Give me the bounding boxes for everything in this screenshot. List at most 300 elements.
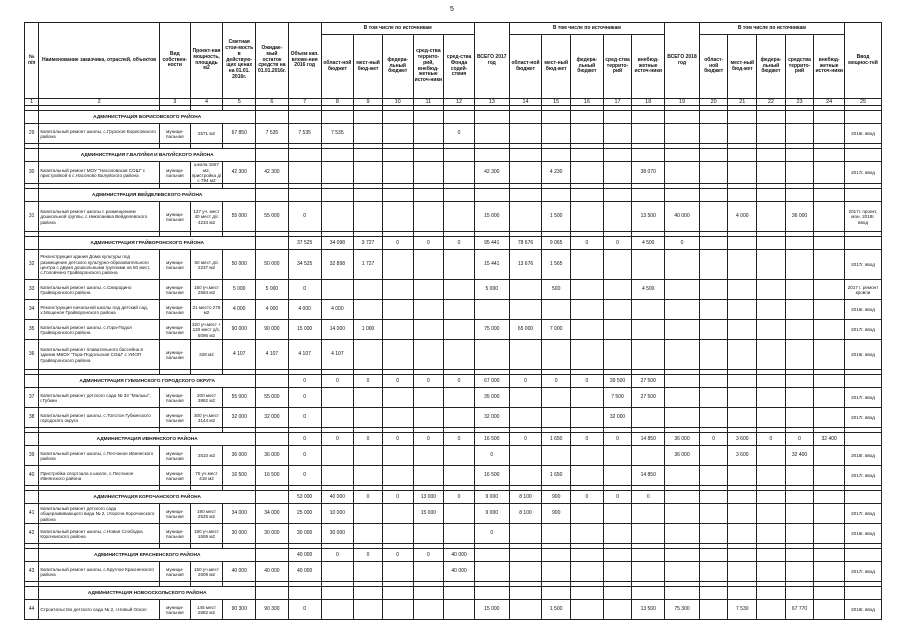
value-cell (665, 524, 700, 544)
value-cell (785, 524, 814, 544)
value-cell: 5 000 (474, 280, 509, 300)
column-index-cell: 1 (25, 99, 39, 106)
object-name: Капитальный ремонт школы, с.Гора-Подол Грайворонского района (39, 320, 160, 340)
value-cell: 36 000 (785, 202, 814, 232)
value-cell: 0 (288, 600, 321, 620)
table-row (25, 280, 882, 300)
section-total-cell (785, 237, 814, 250)
value-cell (509, 446, 542, 466)
value-cell (354, 202, 383, 232)
column-index-cell: 16 (571, 99, 604, 106)
value-cell (728, 466, 757, 486)
table-row (25, 524, 882, 544)
section-number-cell (25, 189, 39, 202)
commissioning-cell: 2018г. ввод (845, 600, 882, 620)
section-total-cell (814, 189, 845, 202)
value-cell (382, 504, 413, 524)
row-number: 32 (25, 250, 39, 280)
value-cell (603, 280, 632, 300)
value-cell (382, 466, 413, 486)
section-total-cell (632, 111, 665, 124)
section-row (25, 111, 882, 124)
value-cell (571, 280, 604, 300)
value-cell (699, 524, 728, 544)
value-cell (542, 446, 571, 466)
section-total-cell (699, 491, 728, 504)
section-total-cell (665, 375, 700, 388)
value-cell (354, 388, 383, 408)
commissioning-cell: 2017 г. ремонт кровли (845, 280, 882, 300)
value-cell: 8 100 (509, 504, 542, 524)
capacity-cell: 145 мест 2682 м2 (190, 600, 223, 620)
section-total-cell (256, 491, 289, 504)
section-row (25, 587, 882, 600)
column-index-cell: 12 (444, 99, 475, 106)
section-total-cell (509, 189, 542, 202)
value-cell (571, 408, 604, 428)
value-cell (444, 524, 475, 544)
value-cell: 40 000 (223, 562, 256, 582)
row-number: 41 (25, 504, 39, 524)
table-header (25, 23, 882, 106)
section-total-cell (354, 587, 383, 600)
section-total-cell: 0 (444, 237, 475, 250)
section-title: АДМИНИСТРАЦИЯ КОРОЧАНСКОГО РАЙОНА (39, 491, 256, 504)
value-cell: 4 107 (223, 340, 256, 370)
value-cell: 14 000 (321, 320, 354, 340)
value-cell: 30 000 (321, 524, 354, 544)
section-total-cell (444, 149, 475, 162)
value-cell: 7 535 (256, 124, 289, 144)
value-cell (603, 320, 632, 340)
section-total-cell (757, 375, 786, 388)
value-cell (444, 408, 475, 428)
column-index-cell: 25 (845, 99, 882, 106)
value-cell: 4 500 (632, 280, 665, 300)
value-cell (413, 340, 444, 370)
value-cell (413, 388, 444, 408)
section-total-cell: 4 500 (632, 237, 665, 250)
column-index-cell: 5 (223, 99, 256, 106)
value-cell: 5 000 (256, 280, 289, 300)
section-total-cell (542, 149, 571, 162)
value-cell: 4 230 (542, 162, 571, 184)
value-cell (603, 600, 632, 620)
object-name: Капитальный ремонт школы, с.Грузское Борисовского района (39, 124, 160, 144)
column-index-cell: 10 (382, 99, 413, 106)
value-cell (382, 280, 413, 300)
value-cell: 0 (288, 388, 321, 408)
value-cell (413, 280, 444, 300)
value-cell: 14 850 (632, 466, 665, 486)
section-total-cell: 1 650 (542, 433, 571, 446)
object-name: Реконструкция здания Дома культуры под размещение детского культурно-образовательного центра с двумя дошкольными группами на 50 мест, с.Головчино Грайворонского района (39, 250, 160, 280)
value-cell (571, 504, 604, 524)
section-total-cell (354, 111, 383, 124)
value-cell (665, 504, 700, 524)
object-name: Реконструкция начальной школы под детский сад, х.Мощеное Грайворонского района (39, 300, 160, 320)
section-total-cell (757, 491, 786, 504)
value-cell (603, 300, 632, 320)
capacity-cell: 320 уч.мест + 120 мест д/с, 5095 м2 (190, 320, 223, 340)
value-cell (509, 124, 542, 144)
section-row (25, 549, 882, 562)
capacity-cell: 137 уч. мест 40 мест д/с 4234 м2 (190, 202, 223, 232)
value-cell: 4 000 (728, 202, 757, 232)
row-number: 39 (25, 446, 39, 466)
value-cell (444, 320, 475, 340)
value-cell (757, 340, 786, 370)
table-row (25, 600, 882, 620)
value-cell (785, 300, 814, 320)
ownership-cell: муници-пальная (159, 280, 190, 300)
section-row (25, 491, 882, 504)
value-cell (665, 320, 700, 340)
value-cell (757, 388, 786, 408)
col-10-header: федера-льный бюджет (382, 35, 413, 99)
object-name: Капитальный ремонт школы с размещением дошкольной группы, с.Николаевка Вейделевского района (39, 202, 160, 232)
value-cell (354, 562, 383, 582)
value-cell: 0 (288, 408, 321, 428)
value-cell (785, 504, 814, 524)
col-11-header: сред-ства террито-рий, внебюд-жетные источ-ники (413, 35, 444, 99)
section-total-cell: 0 (382, 237, 413, 250)
commissioning-cell: 2017г. ввод (845, 388, 882, 408)
value-cell: 30 000 (288, 524, 321, 544)
value-cell: 1 500 (542, 600, 571, 620)
column-index-row (25, 99, 882, 106)
value-cell (632, 446, 665, 466)
section-number-cell (25, 375, 39, 388)
table-row (25, 202, 882, 232)
column-index-cell: 18 (632, 99, 665, 106)
section-row (25, 149, 882, 162)
value-cell (413, 320, 444, 340)
column-index-cell: 23 (785, 99, 814, 106)
row-number: 38 (25, 408, 39, 428)
section-total-cell: 0 (603, 237, 632, 250)
section-total-cell (571, 587, 604, 600)
value-cell (474, 124, 509, 144)
value-cell (699, 300, 728, 320)
section-total-cell: 0 (288, 433, 321, 446)
section-total-cell (665, 587, 700, 600)
value-cell (699, 408, 728, 428)
value-cell (785, 250, 814, 280)
value-cell (321, 162, 354, 184)
value-cell (699, 280, 728, 300)
table-row (25, 320, 882, 340)
value-cell (413, 446, 444, 466)
value-cell (542, 562, 571, 582)
section-total-cell: 34 098 (321, 237, 354, 250)
section-total-cell: 53 000 (288, 491, 321, 504)
ownership-cell: муници-пальная (159, 250, 190, 280)
section-total-cell (354, 149, 383, 162)
value-cell (571, 466, 604, 486)
value-cell (728, 250, 757, 280)
column-index-cell: 22 (757, 99, 786, 106)
value-cell: 65 000 (509, 320, 542, 340)
table-row (25, 162, 882, 184)
ownership-cell: муници-пальная (159, 562, 190, 582)
value-cell (542, 340, 571, 370)
value-cell: 55 000 (256, 202, 289, 232)
object-name: Строительство детского сада № 2, г.Новый Оскол (39, 600, 160, 620)
section-total-cell: 0 (382, 375, 413, 388)
section-total-cell (509, 587, 542, 600)
column-index-cell: 3 (159, 99, 190, 106)
value-cell (728, 388, 757, 408)
commissioning-cell: 2017г. ввод (845, 504, 882, 524)
investment-table (24, 22, 882, 620)
section-total-cell (542, 111, 571, 124)
section-total-cell: 0 (444, 491, 475, 504)
value-cell: 67 770 (785, 600, 814, 620)
value-cell (814, 600, 845, 620)
value-cell (509, 202, 542, 232)
section-total-cell (845, 433, 882, 446)
section-total-cell (288, 587, 321, 600)
section-total-cell (288, 149, 321, 162)
value-cell: 42 300 (223, 162, 256, 184)
value-cell (814, 300, 845, 320)
section-total-cell (814, 375, 845, 388)
section-number-cell (25, 587, 39, 600)
section-total-cell: 0 (382, 549, 413, 562)
value-cell: 900 (542, 504, 571, 524)
value-cell (382, 446, 413, 466)
section-total-cell: 0 (413, 237, 444, 250)
table-row (25, 562, 882, 582)
section-total-cell (757, 237, 786, 250)
column-index-cell: 9 (354, 99, 383, 106)
commissioning-cell: 2018г. ввод (845, 446, 882, 466)
commissioning-cell: 2016г. ввод (845, 300, 882, 320)
value-cell: 50 000 (256, 250, 289, 280)
section-total-cell (509, 149, 542, 162)
section-total-cell (288, 189, 321, 202)
table-row (25, 446, 882, 466)
section-total-cell (785, 587, 814, 600)
value-cell (382, 124, 413, 144)
capacity-cell: 21 место 278 м2 (190, 300, 223, 320)
value-cell: 55 000 (256, 388, 289, 408)
value-cell (632, 320, 665, 340)
value-cell: 0 (444, 124, 475, 144)
col-2017-total-header: ВСЕГО 2017 год (474, 23, 509, 99)
value-cell (632, 408, 665, 428)
value-cell (728, 124, 757, 144)
value-cell (474, 562, 509, 582)
value-cell (509, 562, 542, 582)
section-total-cell: 78 676 (509, 237, 542, 250)
value-cell (382, 408, 413, 428)
value-cell (814, 124, 845, 144)
value-cell (665, 280, 700, 300)
value-cell (699, 202, 728, 232)
section-total-cell: 0 (757, 433, 786, 446)
value-cell (444, 388, 475, 408)
value-cell (509, 162, 542, 184)
col-24-header: внебюд-жетные источ-ники (814, 35, 845, 99)
capacity-cell: 150 уч.мест 2609 м2 (190, 562, 223, 582)
section-total-cell: 0 (354, 491, 383, 504)
value-cell: 34 000 (256, 504, 289, 524)
section-total-cell (699, 149, 728, 162)
value-cell (542, 300, 571, 320)
value-cell (814, 320, 845, 340)
ownership-cell: муници-пальная (159, 162, 190, 184)
row-number: 29 (25, 124, 39, 144)
value-cell: 40 000 (665, 202, 700, 232)
section-total-cell: 39 500 (603, 375, 632, 388)
value-cell (413, 600, 444, 620)
value-cell (354, 504, 383, 524)
value-cell (785, 388, 814, 408)
value-cell: 4 000 (223, 300, 256, 320)
capacity-cell: школа 1557 м2, пристройка д/с 794 м2 (191, 162, 222, 184)
value-cell (699, 466, 728, 486)
value-cell (665, 250, 700, 280)
section-total-cell (699, 111, 728, 124)
section-total-cell (321, 189, 354, 202)
section-total-cell (699, 587, 728, 600)
value-cell (785, 408, 814, 428)
value-cell (757, 162, 786, 184)
value-cell (603, 162, 632, 184)
value-cell: 5 000 (223, 280, 256, 300)
section-total-cell: 0 (354, 549, 383, 562)
value-cell: 38 070 (632, 162, 665, 184)
section-total-cell (728, 237, 757, 250)
column-index-cell: 17 (603, 99, 632, 106)
section-total-cell (665, 189, 700, 202)
section-total-cell (845, 149, 882, 162)
value-cell (699, 600, 728, 620)
section-total-cell (571, 189, 604, 202)
section-total-cell: 0 (413, 549, 444, 562)
section-total-cell: 0 (699, 433, 728, 446)
col-23-header: средства террито-рий (785, 35, 814, 99)
value-cell: 1 565 (542, 250, 571, 280)
section-total-cell: 0 (354, 375, 383, 388)
value-cell (321, 562, 354, 582)
section-total-cell (665, 111, 700, 124)
col-2016-header: Объем кап. вложе-ния 2016 год (288, 23, 321, 99)
section-total-cell (845, 111, 882, 124)
value-cell (444, 504, 475, 524)
col-18-header: внебюд-жетные источ-ники (632, 35, 665, 99)
value-cell: 32 898 (321, 250, 354, 280)
col-14-header: област-ной бюджет (509, 35, 542, 99)
section-total-cell (603, 189, 632, 202)
value-cell (665, 340, 700, 370)
section-total-cell (728, 587, 757, 600)
section-total-cell (603, 149, 632, 162)
section-total-cell (413, 189, 444, 202)
section-total-cell: 40 000 (321, 491, 354, 504)
value-cell: 7 530 (728, 600, 757, 620)
commissioning-cell: 2017г. ввод (845, 408, 882, 428)
value-cell: 13 500 (632, 600, 665, 620)
section-total-cell (845, 375, 882, 388)
value-cell (757, 562, 786, 582)
section-title: АДМИНИСТРАЦИЯ ГРАЙВОРОНСКОГО РАЙОНА (39, 237, 256, 250)
value-cell: 50 000 (223, 250, 256, 280)
value-cell (444, 300, 475, 320)
section-row (25, 189, 882, 202)
value-cell (354, 408, 383, 428)
section-total-cell (603, 111, 632, 124)
value-cell (665, 466, 700, 486)
value-cell (814, 466, 845, 486)
value-cell (444, 202, 475, 232)
object-name: Капитальный ремонт школы, с.Смородино Грайворонского района (39, 280, 160, 300)
section-total-cell (757, 549, 786, 562)
value-cell (785, 162, 814, 184)
value-cell (321, 202, 354, 232)
section-total-cell: 27 500 (632, 375, 665, 388)
table-row (25, 124, 882, 144)
value-cell (571, 202, 604, 232)
section-total-cell (785, 189, 814, 202)
value-cell (382, 388, 413, 408)
value-cell: 55 000 (223, 202, 256, 232)
page-number: 5 (450, 6, 454, 13)
table-row (25, 300, 882, 320)
table-row (25, 388, 882, 408)
value-cell (413, 562, 444, 582)
value-cell (603, 250, 632, 280)
value-cell: 90 000 (256, 320, 289, 340)
value-cell (571, 250, 604, 280)
section-total-cell (444, 189, 475, 202)
section-total-cell (382, 149, 413, 162)
value-cell (542, 524, 571, 544)
value-cell (354, 340, 383, 370)
value-cell: 0 (288, 280, 321, 300)
value-cell: 36 000 (223, 446, 256, 466)
value-cell (382, 562, 413, 582)
value-cell (699, 446, 728, 466)
column-index-cell: 14 (509, 99, 542, 106)
section-total-cell (757, 587, 786, 600)
value-cell: 4 000 (256, 300, 289, 320)
col-16-header: федера-льный бюджет (571, 35, 604, 99)
section-total-cell: 0 (321, 549, 354, 562)
section-total-cell (474, 587, 509, 600)
section-total-cell: 0 (603, 491, 632, 504)
section-total-cell (413, 111, 444, 124)
value-cell (757, 408, 786, 428)
section-total-cell (474, 149, 509, 162)
section-total-cell (728, 375, 757, 388)
value-cell (814, 504, 845, 524)
section-total-cell: 8 100 (509, 491, 542, 504)
ownership-cell: муници-пальная (159, 408, 190, 428)
col-balance-header: Ожидае-мый остаток средств на 01.01.2016г. (256, 23, 289, 99)
object-name: Капитальный ремонт детского сада № 33 "Малыш", г.Губкин (39, 388, 160, 408)
section-total-cell (814, 549, 845, 562)
section-total-cell: 0 (413, 433, 444, 446)
value-cell (354, 466, 383, 486)
section-total-cell (288, 111, 321, 124)
value-cell (632, 300, 665, 320)
section-total-cell (785, 111, 814, 124)
row-number: 34 (25, 300, 39, 320)
section-total-cell (509, 549, 542, 562)
